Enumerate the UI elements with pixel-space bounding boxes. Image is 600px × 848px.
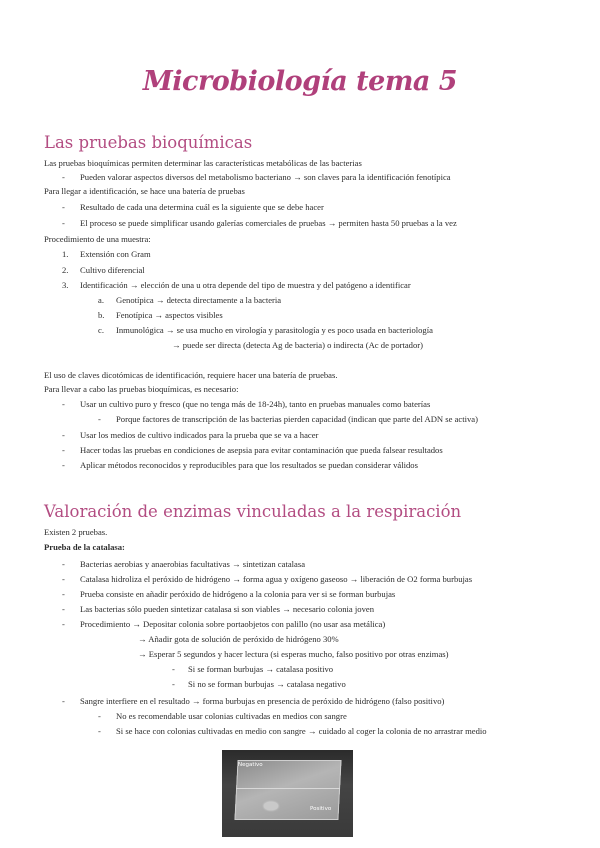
photo-label-negative: Negativo [238,762,263,768]
bullet-marker: - [62,172,65,182]
list-item: Catalasa hidroliza el peróxido de hidrógeno → forma agua y oxígeno gaseoso → liberación de O2 forma burbujas [80,574,473,584]
list-item: Procedimiento → Depositar colonia sobre portaobjetos con palillo (no usar asa metálica) [80,619,386,629]
substep-letter: a. [98,295,104,305]
bullet-marker: - [62,445,65,455]
list-item: El proceso se puede simplificar usando galerías comerciales de pruebas → permiten hasta 50 pruebas a la vez [80,218,457,228]
step-number: 2. [62,265,69,275]
substep-letter: b. [98,310,105,320]
substep-letter: c. [98,325,104,335]
page-title: Microbiología tema 5 [142,66,458,97]
list-item: Usar un cultivo puro y fresco (que no tenga más de 18-24h), tanto en pruebas manuales como baterías [80,399,431,409]
procedure-continuation: → Esperar 5 segundos y hacer lectura (si esperas mucho, falso positivo por otras enzimas) [138,649,449,659]
list-item: Hacer todas las pruebas en condiciones de asepsia para evitar contaminación que pueda falsear resultados [80,445,443,455]
step-number: 3. [62,280,69,290]
bullet-marker: - [62,460,65,470]
step-number: 1. [62,249,69,259]
bullet-marker: - [62,589,65,599]
section-heading-enzimas: Valoración de enzimas vinculadas a la respiración [44,502,462,521]
list-subitem: Porque factores de transcripción de las bacterias pierden capacidad (indican que parte del ADN se activa) [116,414,478,424]
list-subitem: No es recomendable usar colonias cultivadas en medios con sangre [116,711,347,721]
bullet-marker: - [172,664,175,674]
step-text: Extensión con Gram [80,249,151,259]
substep-continuation: → puede ser directa (detecta Ag de bacteria) o indirecta (Ac de portador) [172,340,424,350]
bullet-marker: - [98,711,101,721]
bullet-marker: - [62,202,65,212]
subsection-title: Prueba de la catalasa: [44,542,125,552]
bullet-marker: - [62,218,65,228]
paragraph: Para llegar a identificación, se hace una batería de pruebas [44,186,245,196]
substep-text: Fenotípica → aspectos visibles [116,310,223,320]
bullet-marker: - [62,619,65,629]
result-item: Si se forman burbujas → catalasa positivo [188,664,334,674]
step-text: Identificación → elección de una u otra depende del tipo de muestra y del patógeno a identificar [80,280,411,290]
list-item: Bacterias aerobias y anaerobias facultativas → sintetizan catalasa [80,559,306,569]
bullet-marker: - [62,399,65,409]
photo-label-positive: Positivo [310,806,332,812]
step-text: Cultivo diferencial [80,265,145,275]
substep-text: Genotípica → detecta directamente a la bacteria [116,295,282,305]
bullet-marker: - [62,696,65,706]
list-item: Prueba consiste en añadir peróxido de hidrógeno a la colonia para ver si se forman burbujas [80,589,396,599]
list-item: Sangre interfiere en el resultado → forma burbujas en presencia de peróxido de hidrógeno (falso positivo) [80,696,445,706]
paragraph: Las pruebas bioquímicas permiten determinar las características metabólicas de las bacterias [44,158,362,168]
catalase-test-photo [222,750,353,837]
result-item: Si no se forman burbujas → catalasa negativo [188,679,346,689]
section-heading-pruebas: Las pruebas bioquímicas [44,133,253,152]
bullet-marker: - [62,604,65,614]
paragraph: Procedimiento de una muestra: [44,234,151,244]
list-item: Las bacterias sólo pueden sintetizar catalasa si son viables → necesario colonia joven [80,604,374,614]
list-item: Resultado de cada una determina cuál es la siguiente que se debe hacer [80,202,324,212]
list-item: Pueden valorar aspectos diversos del metabolismo bacteriano → son claves para la identificación fenotípica [80,172,451,182]
bullet-marker: - [62,559,65,569]
bubble-drop [264,802,278,810]
paragraph: Existen 2 pruebas. [44,527,108,537]
bullet-marker: - [172,679,175,689]
bullet-marker: - [98,414,101,424]
substep-text: Inmunológica → se usa mucho en virología y parasitología y es poco usada en bacteriología [116,325,433,335]
bullet-marker: - [62,574,65,584]
bullet-marker: - [98,726,101,736]
bullet-marker: - [62,430,65,440]
list-item: Usar los medios de cultivo indicados para la prueba que se va a hacer [80,430,319,440]
paragraph: Para llevar a cabo las pruebas bioquímicas, es necesario: [44,384,239,394]
paragraph: El uso de claves dicotómicas de identificación, requiere hacer una batería de pruebas. [44,370,338,380]
list-subitem: Si se hace con colonias cultivadas en medio con sangre → cuidado al coger la colonia de no arrastrar medio [116,726,487,736]
list-item: Aplicar métodos reconocidos y reproducibles para que los resultados se puedan considerar válidos [80,460,418,470]
procedure-continuation: → Añadir gota de solución de peróxido de hidrógeno 30% [138,634,339,644]
